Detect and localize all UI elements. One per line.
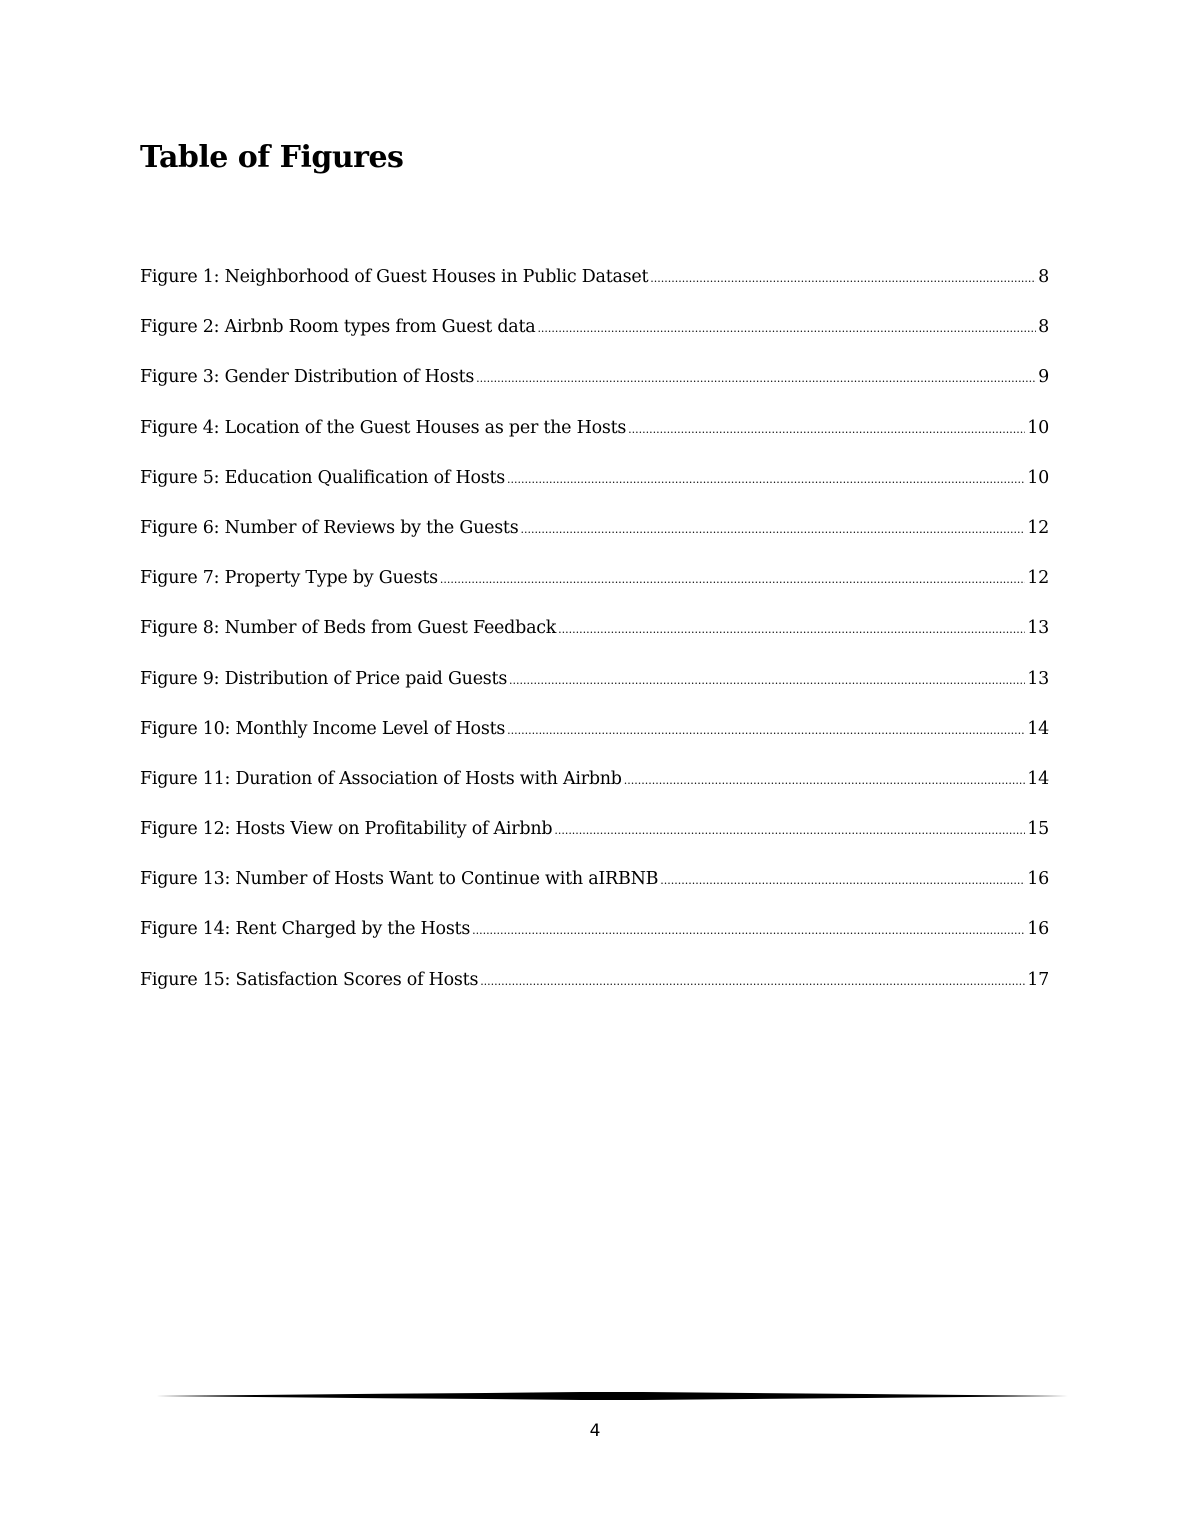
toc-dot-leader (554, 816, 1025, 846)
toc-dot-leader (520, 515, 1025, 545)
toc-entry[interactable] (140, 613, 1049, 663)
toc-entry-label: Figure 15: Satisfaction Scores of Hosts (140, 969, 479, 990)
toc-entry-page-number: 13 (1027, 668, 1049, 689)
toc-entry[interactable] (140, 814, 1049, 864)
toc-dot-leader (558, 615, 1025, 645)
toc-entry-page-number: 14 (1027, 718, 1049, 739)
toc-entry-label: Figure 9: Distribution of Price paid Guests (140, 668, 508, 689)
toc-entry-page-number: 15 (1027, 819, 1049, 840)
toc-entry[interactable] (140, 864, 1049, 914)
toc-dot-leader (628, 415, 1025, 445)
toc-entry-label: Figure 13: Number of Hosts Want to Continue with aIRBNB (140, 869, 659, 890)
toc-entry-page-number: 8 (1038, 267, 1049, 287)
toc-dot-leader (537, 314, 1036, 344)
toc-entry-label: Figure 4: Location of the Guest Houses as per the Hosts (140, 417, 627, 438)
toc-entry[interactable] (140, 362, 1049, 412)
toc-entry-page-number: 8 (1038, 317, 1049, 338)
table-of-figures-list (140, 262, 1049, 1015)
toc-entry[interactable] (140, 413, 1049, 463)
toc-entry-page-number: 13 (1027, 618, 1049, 639)
toc-dot-leader (509, 666, 1025, 696)
toc-entry-page-number: 10 (1027, 417, 1049, 438)
toc-dot-leader (507, 716, 1025, 746)
toc-entry[interactable] (140, 312, 1049, 362)
toc-dot-leader (507, 465, 1025, 495)
toc-entry-label: Figure 10: Monthly Income Level of Hosts (140, 718, 506, 739)
toc-dot-leader (650, 264, 1036, 294)
toc-dot-leader (476, 364, 1036, 394)
toc-entry-label: Figure 6: Number of Reviews by the Guests (140, 517, 519, 538)
toc-entry-label: Figure 3: Gender Distribution of Hosts (140, 367, 475, 388)
toc-entry-page-number: 17 (1027, 969, 1049, 990)
toc-entry[interactable] (140, 714, 1049, 764)
toc-entry[interactable] (140, 664, 1049, 714)
toc-entry-label: Figure 7: Property Type by Guests (140, 568, 438, 589)
toc-dot-leader (480, 967, 1025, 997)
toc-entry[interactable] (140, 513, 1049, 563)
toc-entry-label: Figure 11: Duration of Association of Hosts with Airbnb (140, 768, 622, 789)
toc-entry-page-number: 16 (1027, 869, 1049, 890)
toc-entry[interactable] (140, 563, 1049, 613)
page-number: 4 (589, 1421, 601, 1441)
toc-dot-leader (660, 866, 1025, 896)
toc-entry[interactable] (140, 965, 1049, 1015)
toc-entry-label: Figure 5: Education Qualification of Hosts (140, 467, 505, 488)
toc-entry[interactable] (140, 914, 1049, 964)
toc-entry-page-number: 10 (1027, 467, 1049, 488)
toc-entry-label: Figure 1: Neighborhood of Guest Houses in Public Dataset (140, 267, 649, 287)
toc-entry-label: Figure 8: Number of Beds from Guest Feedback (140, 618, 557, 639)
toc-dot-leader (472, 916, 1025, 946)
toc-dot-leader (440, 565, 1025, 595)
footer-divider (156, 1388, 1068, 1404)
toc-entry-page-number: 9 (1038, 367, 1049, 388)
toc-entry-page-number: 14 (1027, 768, 1049, 789)
page-title: Table of Figures (140, 140, 404, 175)
toc-entry[interactable] (140, 262, 1049, 312)
toc-dot-leader (624, 766, 1025, 796)
toc-entry[interactable] (140, 764, 1049, 814)
toc-entry-label: Figure 12: Hosts View on Profitability of Airbnb (140, 819, 553, 840)
toc-entry-page-number: 12 (1027, 568, 1049, 589)
toc-entry-label: Figure 14: Rent Charged by the Hosts (140, 919, 471, 940)
toc-entry-page-number: 12 (1027, 517, 1049, 538)
toc-entry-label: Figure 2: Airbnb Room types from Guest data (140, 317, 536, 338)
toc-entry-page-number: 16 (1027, 919, 1049, 940)
toc-entry[interactable] (140, 463, 1049, 513)
